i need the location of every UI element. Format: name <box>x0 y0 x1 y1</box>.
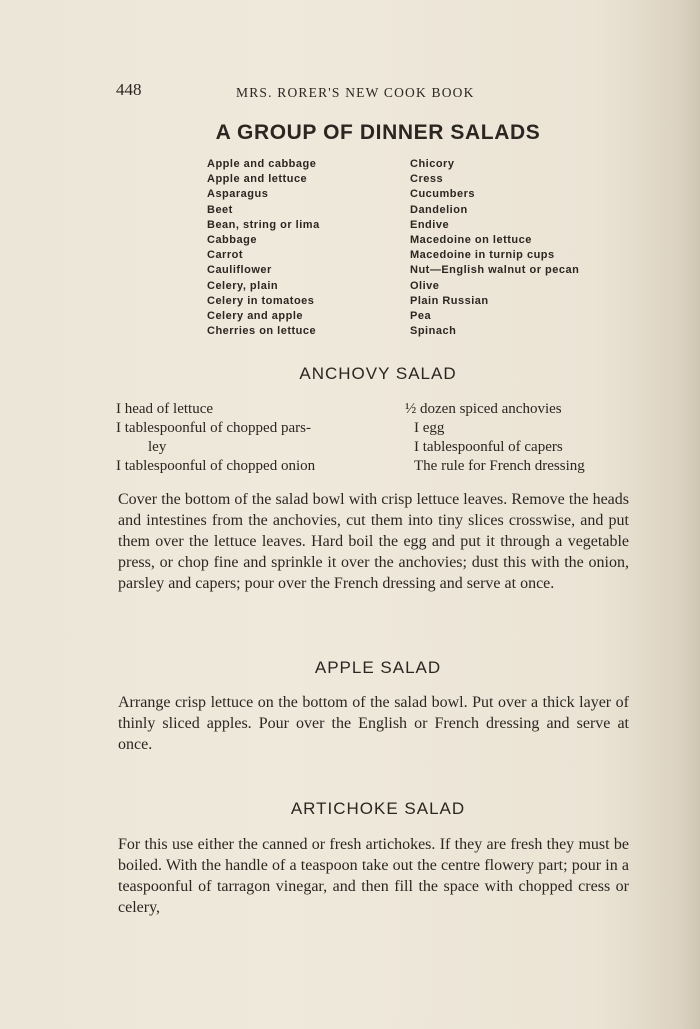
running-head: MRS. RORER'S NEW COOK BOOK <box>236 85 475 100</box>
anchovy-method: Cover the bottom of the salad bowl with crisp lettuce leaves. Remove the heads and intestines from the anchovies, cut them into tiny slices crosswise, and put them over the lettuce leaves. Hard boil the egg and put it through a vegetable press, or chop fine and sprinkle it over the anchovies; dust this with the onion, parsley and capers; pour over the French dressing and serve at once. <box>118 491 629 592</box>
anchovy-ingredients-left <box>116 400 376 476</box>
ingredient: I tablespoonful of capers <box>414 439 563 455</box>
list-item: Apple and cabbage <box>207 158 317 170</box>
page-number: 448 <box>116 80 142 99</box>
list-item: Macedoine in turnip cups <box>410 249 555 262</box>
ingredient: I tablespoonful of chopped onion <box>116 458 316 474</box>
ingredient: I tablespoonful of chopped pars- <box>116 420 311 436</box>
anchovy-ingredients-right <box>405 400 633 476</box>
anchovy-salad-title: ANCHOVY SALAD <box>299 364 457 383</box>
list-item: Carrot <box>207 249 244 262</box>
list-item: Chicory <box>410 158 455 170</box>
list-item: Asparagus <box>207 188 269 201</box>
list-item: Macedoine on lettuce <box>410 233 532 246</box>
group-title: A GROUP OF DINNER SALADS <box>215 121 541 144</box>
list-item: Bean, string or lima <box>207 218 320 231</box>
list-item: Celery and apple <box>207 309 304 322</box>
page-header <box>116 80 516 104</box>
list-item: Celery, plain <box>207 279 279 292</box>
ingredient: ½ dozen spiced anchovies <box>405 401 562 417</box>
list-item: Dandelion <box>410 203 468 216</box>
ingredient: The rule for French dressing <box>414 458 585 474</box>
list-item: Olive <box>410 279 440 292</box>
list-item: Cabbage <box>207 233 257 246</box>
list-item: Cauliflower <box>207 264 272 277</box>
apple-salad-title: APPLE SALAD <box>314 658 442 677</box>
list-item: Apple and lettuce <box>207 173 308 186</box>
artichoke-method: For this use either the canned or fresh artichokes. If they are fresh they must be boiled. With the handle of a teaspoon take out the centre flowery part; pour in a teaspoonful of tarragon vinegar, and then fill the space with chopped cress or celery, <box>118 836 629 916</box>
list-item: Beet <box>207 203 233 216</box>
list-item: Pea <box>410 309 432 322</box>
list-item: Cherries on lettuce <box>207 325 317 338</box>
ingredient: I head of lettuce <box>116 401 214 417</box>
salad-list-left <box>207 157 407 339</box>
apple-method: Arrange crisp lettuce on the bottom of the salad bowl. Put over a thick layer of thinly sliced apples. Pour over the English or French dressing and serve at once. <box>118 694 629 753</box>
artichoke-salad-title: ARTICHOKE SALAD <box>290 799 466 818</box>
list-item: Cucumbers <box>410 188 476 201</box>
list-item: Cress <box>410 173 444 186</box>
list-item: Endive <box>410 218 450 231</box>
list-item: Celery in tomatoes <box>207 294 315 307</box>
list-item: Spinach <box>410 325 457 338</box>
ingredient: ley <box>148 439 167 455</box>
list-item: Nut—English walnut or pecan <box>410 264 580 277</box>
ingredient: I egg <box>414 420 445 436</box>
list-item: Plain Russian <box>410 294 489 307</box>
salad-list-right <box>410 157 630 339</box>
